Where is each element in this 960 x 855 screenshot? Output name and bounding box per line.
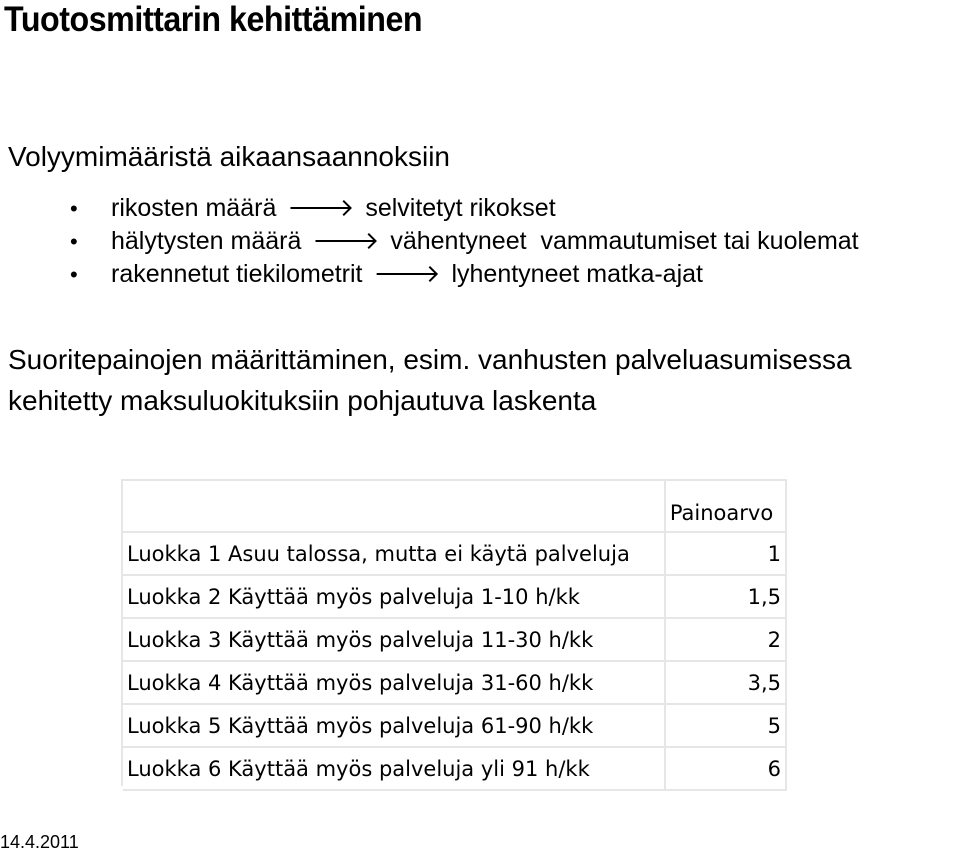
table-row — [123, 619, 787, 662]
bullet-to: vähentyneet vammautumiset tai kuolemat — [390, 227, 859, 255]
row-value: 6 — [666, 748, 787, 791]
weights-table-image — [121, 479, 787, 786]
row-label: Luokka 6 Käyttää myös palveluja yli 91 h/kk — [123, 748, 666, 791]
row-value: 1 — [666, 533, 787, 576]
bullet-item — [0, 225, 960, 258]
row-value: 1,5 — [666, 576, 787, 619]
row-label: Luokka 2 Käyttää myös palveluja 1-10 h/kk — [123, 576, 666, 619]
row-label: Luokka 4 Käyttää myös palveluja 31-60 h/kk — [123, 662, 666, 705]
bullet-from: hälytysten määrä — [111, 227, 302, 255]
table-row — [123, 705, 787, 748]
table-row — [123, 662, 787, 705]
row-value: 3,5 — [666, 662, 787, 705]
footer-date: 14.4.2011 — [0, 832, 79, 852]
bullet-item — [0, 192, 960, 225]
table-row — [123, 533, 787, 576]
row-value: 5 — [666, 705, 787, 748]
arrow-right-icon: 🡒 — [287, 194, 355, 222]
bullet-item — [0, 258, 960, 291]
bullet-to: selvitetyt rikokset — [365, 194, 556, 222]
page-title: Tuotosmittarin kehittäminen — [4, 0, 423, 39]
section-heading: Volyymimääristä aikaansaannoksiin — [8, 141, 450, 172]
table-row — [123, 748, 787, 791]
table-header-row — [123, 481, 787, 533]
row-label: Luokka 5 Käyttää myös palveluja 61-90 h/kk — [123, 705, 666, 748]
bullet-icon: • — [70, 262, 78, 287]
header-empty-cell — [123, 481, 666, 533]
bullet-from: rakennetut tiekilometrit — [111, 260, 363, 288]
bullet-from: rikosten määrä — [111, 194, 277, 222]
arrow-right-icon: 🡒 — [373, 260, 441, 288]
table-row — [123, 576, 787, 619]
row-label: Luokka 3 Käyttää myös palveluja 11-30 h/kk — [123, 619, 666, 662]
header-value-cell: Painoarvo — [666, 481, 787, 533]
bullet-list — [0, 192, 960, 291]
row-label: Luokka 1 Asuu talossa, mutta ei käytä palveluja — [123, 533, 666, 576]
bullet-to: lyhentyneet matka-ajat — [451, 260, 703, 288]
bullet-icon: • — [70, 196, 78, 221]
row-value: 2 — [666, 619, 787, 662]
weights-table — [123, 481, 787, 791]
bullet-icon: • — [70, 229, 78, 254]
arrow-right-icon: 🡒 — [312, 227, 380, 255]
section-paragraph: Suoritepainojen määrittäminen, esim. vanhusten palveluasumisessa kehitetty maksuluokituksiin pohjautuva laskenta — [8, 344, 852, 416]
